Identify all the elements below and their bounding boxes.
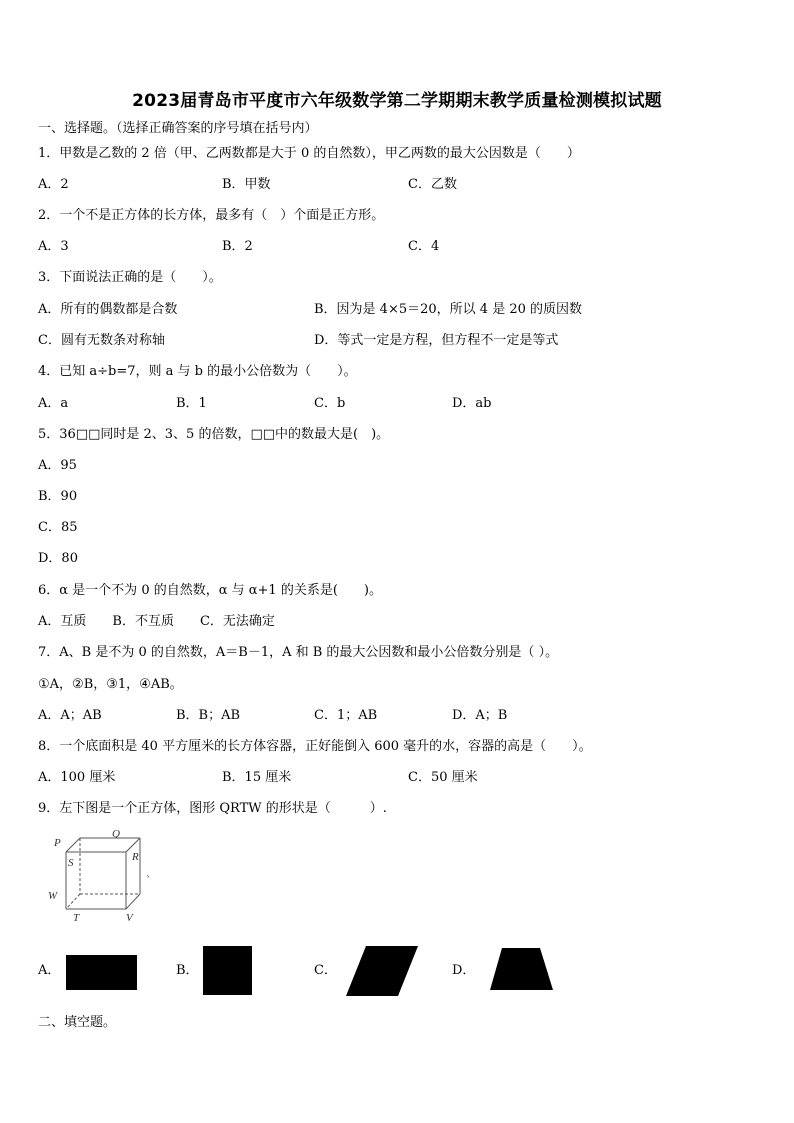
q2-option-c: C．4 [408, 239, 440, 254]
question-3: 3．下面说法正确的是（ ）。 [38, 270, 222, 285]
cube-label-s: S [68, 857, 74, 869]
q4-option-d: D．ab [452, 396, 492, 411]
cube-label-p: P [54, 837, 61, 849]
q7-option-a: A．A；AB [38, 708, 102, 723]
q5-option-b: B．90 [38, 489, 78, 504]
q5-option-a: A．95 [38, 458, 77, 473]
question-9: 9．左下图是一个正方体，图形 QRTW 的形状是（ ）. [38, 801, 387, 816]
q9-option-c: C． [314, 963, 337, 978]
q1-option-a: A．2 [38, 177, 69, 192]
cube-edge [126, 894, 140, 909]
q2-option-b: B．2 [222, 239, 253, 254]
cube-label-w: W [48, 890, 58, 902]
stray-mark: 、 [146, 869, 156, 880]
cube-edge [66, 838, 80, 852]
question-1: 1．甲数是乙数的 2 倍（甲、乙两数都是大于 0 的自然数），甲乙两数的最大公因数是（ ） [38, 146, 580, 161]
q9-shape-square [203, 946, 252, 995]
question-4: 4．已知 a÷b=7，则 a 与 b 的最小公倍数为（ ）。 [38, 364, 357, 379]
question-5: 5．36□□同时是 2、3、5 的倍数，□□中的数最大是( )。 [38, 427, 390, 442]
q1-option-b: B．甲数 [222, 177, 271, 192]
section-1-heading: 一、选择题。（选择正确答案的序号填在括号内） [38, 121, 318, 136]
question-7: 7．A、B 是不为 0 的自然数，A＝B－1，A 和 B 的最大公因数和最小公倍数分别是（ ）。 [38, 645, 559, 660]
q5-option-c: C．85 [38, 520, 78, 535]
cube-figure [40, 824, 170, 924]
q9-option-a: A． [38, 963, 61, 978]
q8-option-b: B．15 厘米 [222, 770, 292, 785]
q2-option-a: A．3 [38, 239, 69, 254]
cube-label-r: R [132, 851, 139, 863]
q8-option-a: A．100 厘米 [38, 770, 116, 785]
section-2-heading: 二、填空题。 [38, 1015, 117, 1030]
q6-options: A．互质 B．不互质 C．无法确定 [38, 614, 275, 629]
q9-shape-rectangle [66, 955, 137, 990]
q7-choices: ①A，②B，③1，④AB。 [38, 677, 183, 692]
q8-option-c: C．50 厘米 [408, 770, 478, 785]
q9-option-b: B． [176, 963, 199, 978]
q9-option-d: D． [452, 963, 476, 978]
q4-option-a: A．a [38, 396, 69, 411]
q7-option-d: D．A；B [452, 708, 508, 723]
q7-option-c: C．1；AB [314, 708, 378, 723]
q3-option-d: D．等式一定是方程，但方程不一定是等式 [314, 333, 559, 348]
q7-option-b: B．B；AB [176, 708, 241, 723]
cube-edge [126, 838, 140, 852]
q9-shape-trapezoid [490, 948, 553, 990]
page-title: 2023届青岛市平度市六年级数学第二学期期末教学质量检测模拟试题 [132, 91, 662, 111]
question-2: 2．一个不是正方体的长方体，最多有（ ）个面是正方形。 [38, 208, 385, 223]
q4-option-b: B．1 [176, 396, 207, 411]
cube-hidden-edge [66, 894, 80, 909]
q1-option-c: C．乙数 [408, 177, 457, 192]
cube-label-q: Q [112, 828, 120, 840]
q3-option-c: C．圆有无数条对称轴 [38, 333, 165, 348]
question-8: 8．一个底面积是 40 平方厘米的长方体容器，正好能倒入 600 毫升的水，容器的高是（ ）。 [38, 739, 592, 754]
q3-option-b: B．因为是 4×5＝20，所以 4 是 20 的质因数 [314, 302, 583, 317]
question-6: 6．α 是一个不为 0 的自然数，α 与 α+1 的关系是( )。 [38, 583, 382, 598]
q9-shape-parallelogram [346, 946, 418, 996]
q5-option-d: D．80 [38, 551, 78, 566]
q3-option-a: A．所有的偶数都是合数 [38, 302, 178, 317]
q4-option-c: C．b [314, 396, 346, 411]
cube-label-v: V [126, 912, 133, 924]
cube-label-t: T [73, 912, 80, 924]
